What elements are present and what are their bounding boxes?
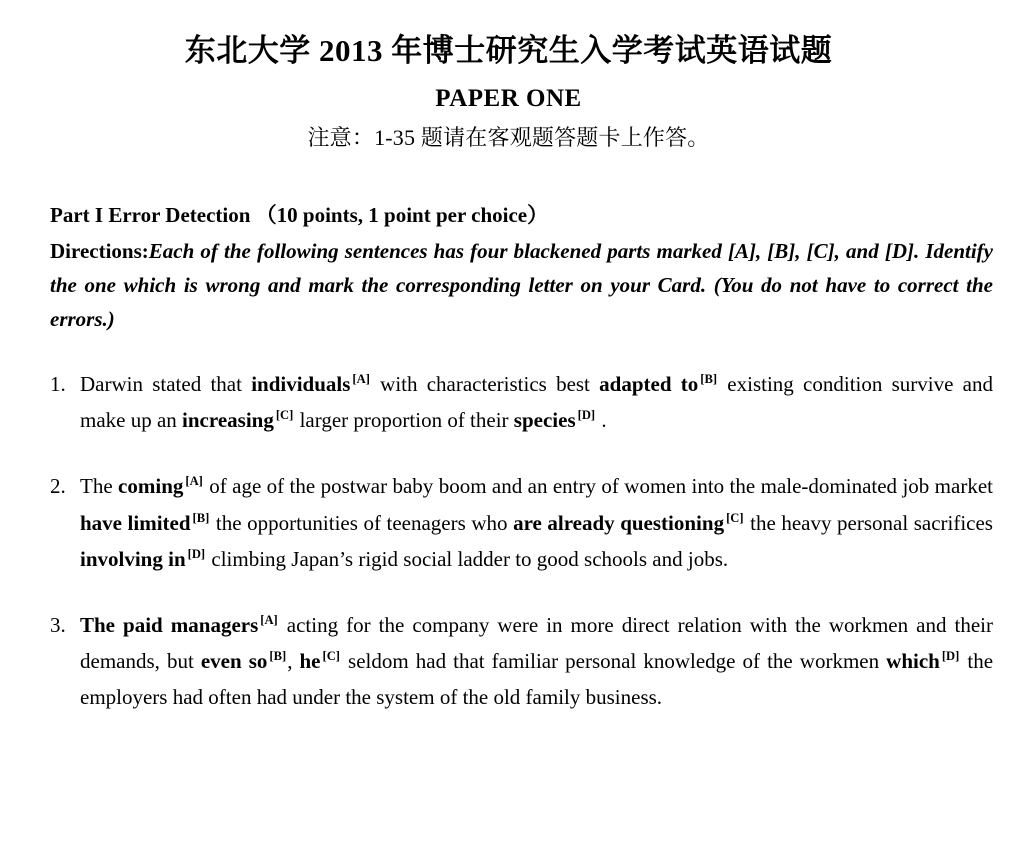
question-text: of age of the postwar baby boom and an entry of women into the male-dominated job market — [203, 474, 993, 499]
error-choice-marker[interactable]: [A] — [260, 612, 278, 627]
question-number: 2. — [50, 474, 66, 499]
question-text: with characteristics best — [370, 372, 600, 397]
underlined-choice-text: coming — [118, 474, 184, 499]
question-number: 3. — [50, 612, 66, 637]
question-item — [50, 366, 1005, 438]
error-choice-marker[interactable]: [B] — [700, 372, 718, 387]
question-text: Darwin stated that — [80, 372, 252, 397]
question-item — [50, 468, 1005, 576]
paper-section-label: PAPER ONE — [435, 84, 582, 112]
directions-text: Each of the following sentences has four blackened parts marked [A], [B], [C], and [D]. Identify the one which is wrong and mark the corresponding letter on your Card. (You do not have to correct the errors.) — [50, 239, 993, 332]
error-choice-marker[interactable]: [C] — [275, 408, 294, 423]
question-text: , — [287, 648, 300, 673]
question-number: 1. — [50, 372, 66, 397]
error-choice-marker[interactable]: [A] — [185, 474, 203, 489]
directions-label: Directions: — [50, 239, 149, 264]
error-choice-marker[interactable]: [C] — [726, 510, 744, 525]
directions-block — [50, 230, 1005, 336]
underlined-choice-text: he — [299, 648, 321, 673]
answer-sheet-notice: 注意：1-35 题请在客观题答题卡上作答。 — [307, 124, 710, 150]
underlined-choice-text: are already questioning — [513, 510, 725, 535]
question-text: . — [596, 408, 607, 433]
question-text: larger proportion of their — [294, 408, 514, 433]
error-choice-marker[interactable]: [A] — [352, 372, 370, 387]
part-heading: Part I Error Detection （10 points, 1 point per choice） — [50, 202, 549, 227]
underlined-choice-text: even so — [200, 648, 268, 673]
underlined-choice-text: increasing — [182, 408, 274, 433]
underlined-choice-text: species — [513, 408, 576, 433]
error-choice-marker[interactable]: [D] — [577, 408, 596, 423]
question-text: climbing Japan’s rigid social ladder to good schools and jobs. — [206, 546, 729, 571]
question-text: existing condition survive and make up an — [80, 372, 993, 433]
error-choice-marker[interactable]: [B] — [192, 510, 210, 525]
underlined-choice-text: adapted to — [599, 372, 699, 397]
question-text: acting for the company were in more direct relation with the workmen and their demands, but — [80, 612, 994, 673]
exam-content — [0, 152, 1017, 715]
question-text: the employers had often had under the system of the old family business. — [80, 648, 994, 709]
question-text: the opportunities of teenagers who — [210, 510, 514, 535]
underlined-choice-text: The paid managers — [80, 612, 259, 637]
error-choice-marker[interactable]: [B] — [269, 648, 287, 663]
underlined-choice-text: involving in — [80, 546, 186, 571]
underlined-choice-text: which — [886, 648, 940, 673]
page-title: 东北大学 2013 年博士研究生入学考试英语试题 — [184, 33, 833, 68]
underlined-choice-text: individuals — [251, 372, 351, 397]
underlined-choice-text: have limited — [80, 510, 191, 535]
error-choice-marker[interactable]: [D] — [941, 648, 960, 663]
error-choice-marker[interactable]: [D] — [187, 546, 206, 561]
question-text: seldom had that familiar personal knowledge of the workmen — [340, 648, 887, 673]
question-list — [50, 366, 1005, 715]
question-text: The — [80, 474, 119, 499]
question-item — [50, 607, 1005, 715]
error-choice-marker[interactable]: [C] — [322, 648, 340, 663]
question-text: the heavy personal sacrifices — [744, 510, 993, 535]
